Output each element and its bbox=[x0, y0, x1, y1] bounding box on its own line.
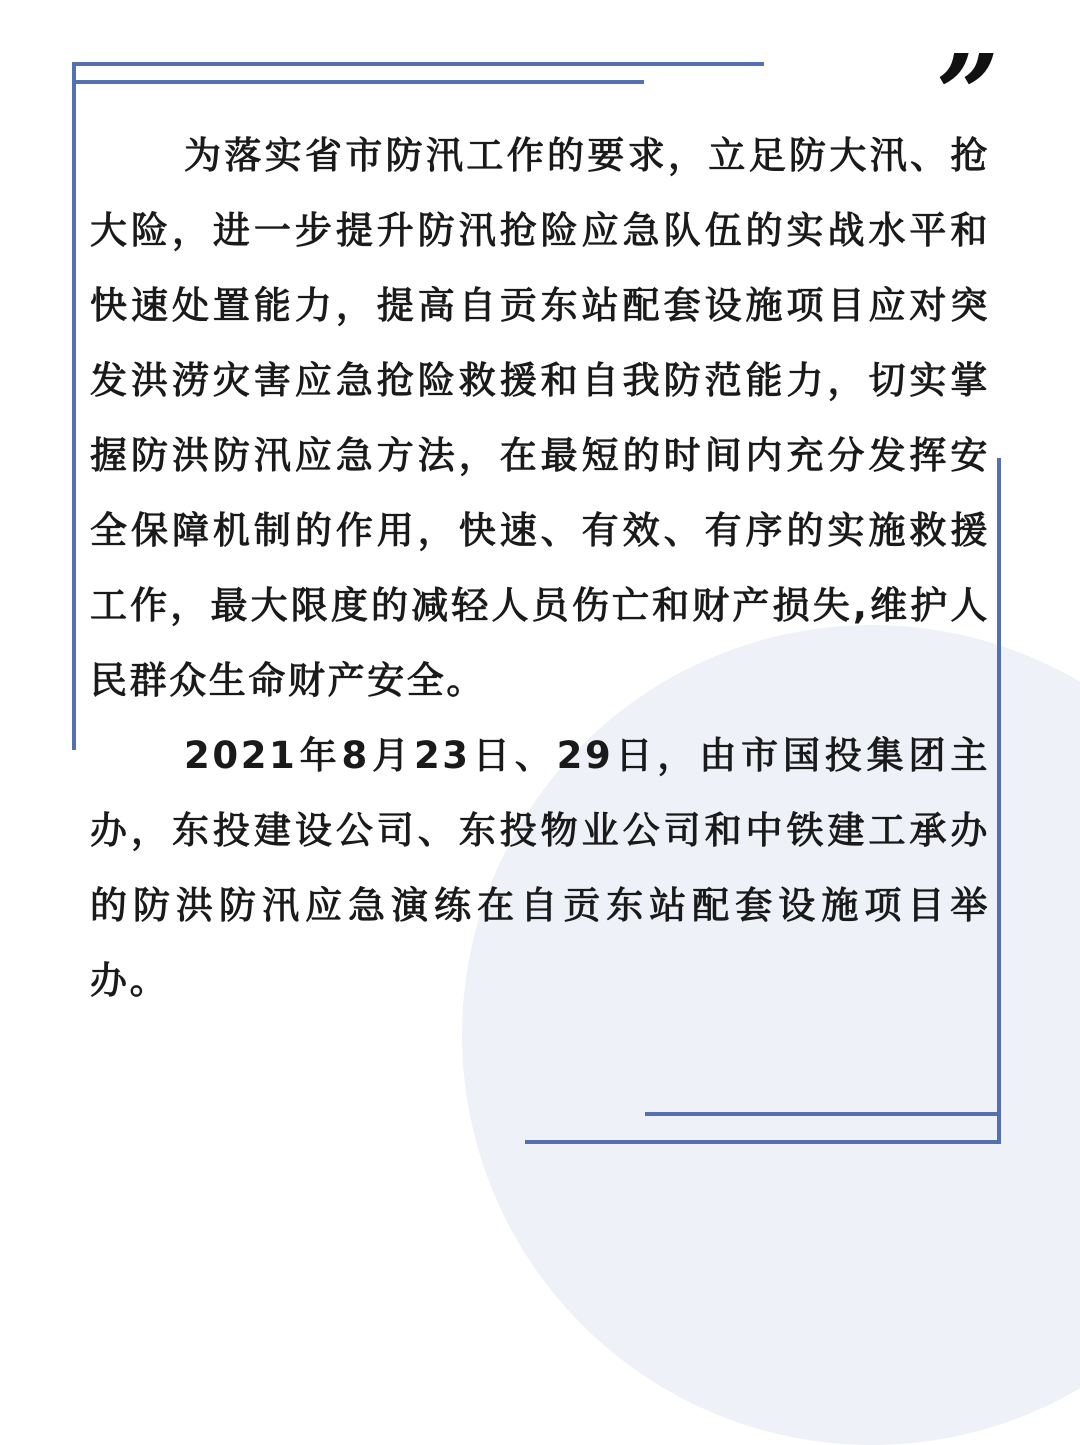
article-paragraph-2: 2021年8月23日、29日，由市国投集团主办，东投建设公司、东投物业公司和中铁建工承办的防洪防汛应急演练在自贡东站配套设施项目举办。 bbox=[90, 734, 990, 1002]
frame-bottom-line-inner bbox=[645, 1112, 1001, 1116]
frame-right-line bbox=[997, 458, 1001, 1144]
article-body bbox=[90, 118, 990, 1018]
frame-bottom-line-outer bbox=[525, 1140, 1001, 1144]
frame-top-line-inner bbox=[72, 80, 644, 84]
frame-left-line bbox=[72, 62, 76, 750]
frame-top-line-outer bbox=[72, 62, 764, 66]
closing-quote-icon: ” bbox=[936, 30, 1000, 159]
article-paragraph-1: 为落实省市防汛工作的要求，立足防大汛、抢大险，进一步提升防汛抢险应急队伍的实战水平和快速处置能力，提高自贡东站配套设施项目应对突发洪涝灾害应急抢险救援和自我防范能力，切实掌握防洪防汛应急方法，在最短的时间内充分发挥安全保障机制的作用，快速、有效、有序的实施救援工作，最大限度的减轻人员伤亡和财产损失,维护人民群众生命财产安全。 bbox=[90, 134, 990, 702]
